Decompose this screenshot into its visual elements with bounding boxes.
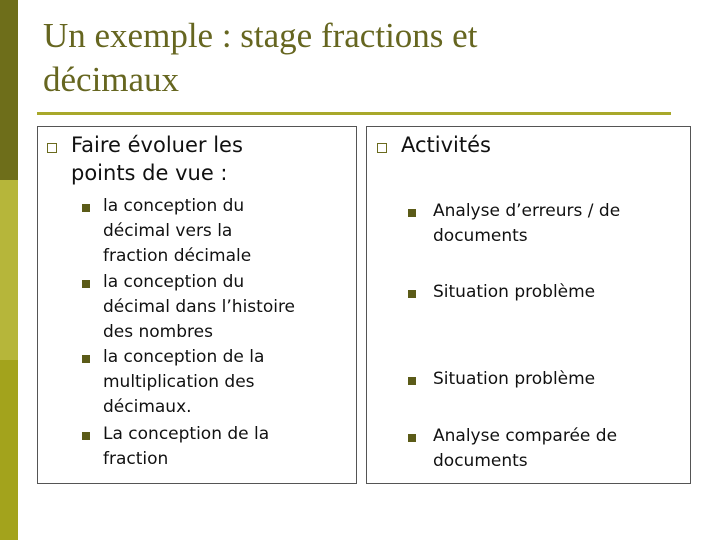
bullet-square-icon — [377, 143, 387, 153]
list-item-line: décimal vers la — [103, 221, 233, 241]
list-item — [103, 345, 348, 420]
left-heading — [71, 131, 351, 187]
left-decor-bar-middle — [0, 180, 18, 360]
list-item — [103, 270, 348, 345]
left-heading-line: Faire évoluer les — [71, 133, 243, 157]
bullet-filled-square-icon — [408, 377, 416, 385]
title-line: Un exemple : stage fractions et — [43, 16, 478, 55]
bullet-filled-square-icon — [408, 434, 416, 442]
left-content-box — [37, 126, 357, 484]
list-item-line: multiplication des — [103, 372, 255, 392]
bullet-square-icon — [47, 143, 57, 153]
list-item — [433, 424, 683, 474]
left-heading-line: points de vue : — [71, 161, 228, 185]
title-line: décimaux — [43, 60, 180, 99]
list-item-line: La conception de la — [103, 424, 270, 444]
right-heading-text: Activités — [401, 133, 491, 157]
title-underline — [37, 112, 671, 115]
list-item-line: Analyse d’erreurs / de — [433, 201, 621, 221]
list-item-line: documents — [433, 451, 528, 471]
list-item-line: décimaux. — [103, 397, 192, 417]
list-item-line: la conception du — [103, 196, 245, 216]
list-item-line: fraction décimale — [103, 246, 252, 266]
list-item — [103, 422, 348, 472]
right-content-box — [366, 126, 691, 484]
list-item-line: Analyse comparée de — [433, 426, 618, 446]
list-item-line: la conception de la — [103, 347, 265, 367]
bullet-filled-square-icon — [408, 209, 416, 217]
list-item-line: des nombres — [103, 322, 213, 342]
list-item-line: fraction — [103, 449, 169, 469]
list-item-line: la conception du — [103, 272, 245, 292]
slide-title — [43, 14, 683, 102]
list-item — [433, 199, 683, 249]
bullet-filled-square-icon — [82, 204, 90, 212]
right-heading — [401, 131, 681, 159]
list-item — [433, 280, 683, 305]
bullet-filled-square-icon — [82, 280, 90, 288]
bullet-filled-square-icon — [82, 432, 90, 440]
left-decor-bar-bottom — [0, 360, 18, 540]
list-item — [433, 367, 683, 392]
bullet-filled-square-icon — [408, 290, 416, 298]
left-decor-bar-top — [0, 0, 18, 180]
list-item-line: Situation problème — [433, 282, 596, 302]
list-item-line: Situation problème — [433, 369, 596, 389]
list-item-line: décimal dans l’histoire — [103, 297, 296, 317]
list-item — [103, 194, 348, 269]
bullet-filled-square-icon — [82, 355, 90, 363]
list-item-line: documents — [433, 226, 528, 246]
